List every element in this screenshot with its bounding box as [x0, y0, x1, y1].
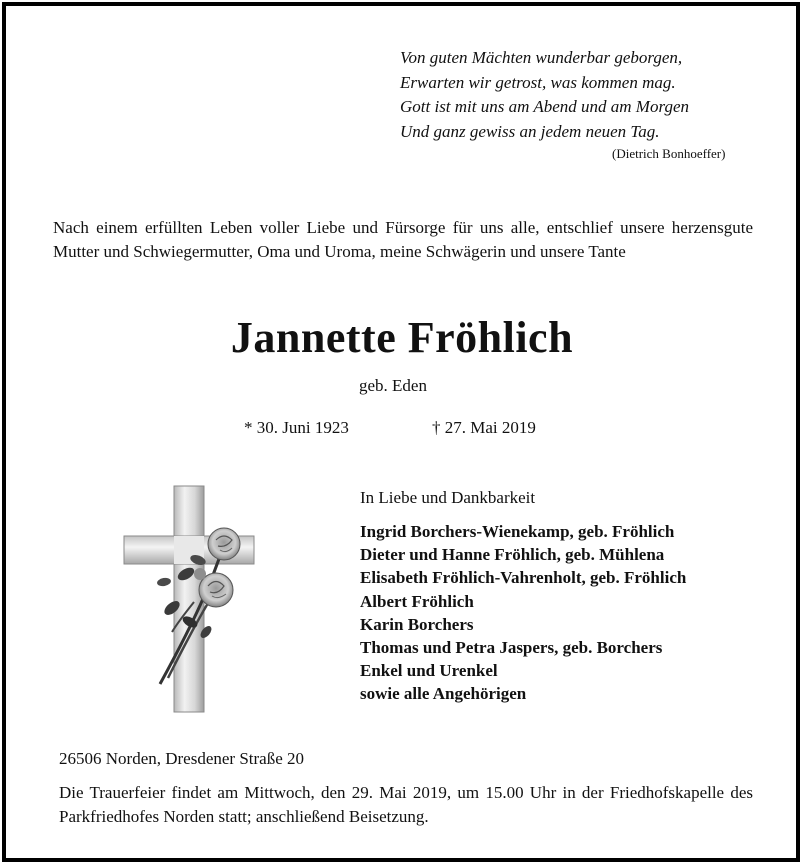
poem-quote [400, 46, 689, 144]
mourner-name: Ingrid Borchers-Wienekamp, geb. Fröhlich [360, 522, 675, 541]
mourner-name: Dieter und Hanne Fröhlich, geb. Mühlena [360, 545, 665, 565]
mourner-name: Karin Borchers [360, 614, 474, 634]
mourners-list [360, 520, 686, 706]
mourner-name: Albert Fröhlich [360, 591, 474, 611]
cross-with-roses-icon [116, 482, 266, 714]
mourner-name: sowie alle Angehörigen [360, 684, 527, 704]
obituary-notice [2, 2, 800, 862]
family-address: 26506 Norden, Dresdener Straße 20 [59, 749, 305, 768]
mourner-name: Thomas und Petra Jaspers, geb. Borchers [360, 638, 663, 658]
poem-author: (Dietrich Bonhoeffer) [612, 146, 726, 161]
mourners-intro: In Liebe und Dankbarkeit [360, 488, 536, 507]
mourner-name: Elisabeth Fröhlich-Vahrenholt, geb. Fröhlich [360, 568, 687, 588]
birth-date: * 30. Juni 1923 [244, 418, 349, 437]
funeral-ceremony-info: Die Trauerfeier findet am Mittwoch, den 29. Mai 2019, um 15.00 Uhr in der Friedhofskapelle des Parkfriedhofes Norden statt; anschließend Beisetzung. [59, 783, 753, 826]
intro-text: Nach einem erfüllten Leben voller Liebe und Fürsorge für uns alle, entschlief unsere herzensgute Mutter und Schwiegermutter, Oma und Uroma, meine Schwägerin und unsere Tante [53, 218, 753, 261]
deceased-name: Jannette Fröhlich [230, 313, 574, 362]
poem-line: Erwarten wir getrost, was kommen mag. [400, 72, 676, 92]
poem-line: Von guten Mächten wunderbar geborgen, [400, 48, 683, 67]
death-date: † 27. Mai 2019 [432, 418, 536, 437]
maiden-name: geb. Eden [359, 376, 427, 395]
poem-line: Gott ist mit uns am Abend und am Morgen [400, 97, 689, 116]
mourner-name: Enkel und Urenkel [360, 661, 498, 681]
poem-line: Und ganz gewiss an jedem neuen Tag. [400, 121, 660, 141]
